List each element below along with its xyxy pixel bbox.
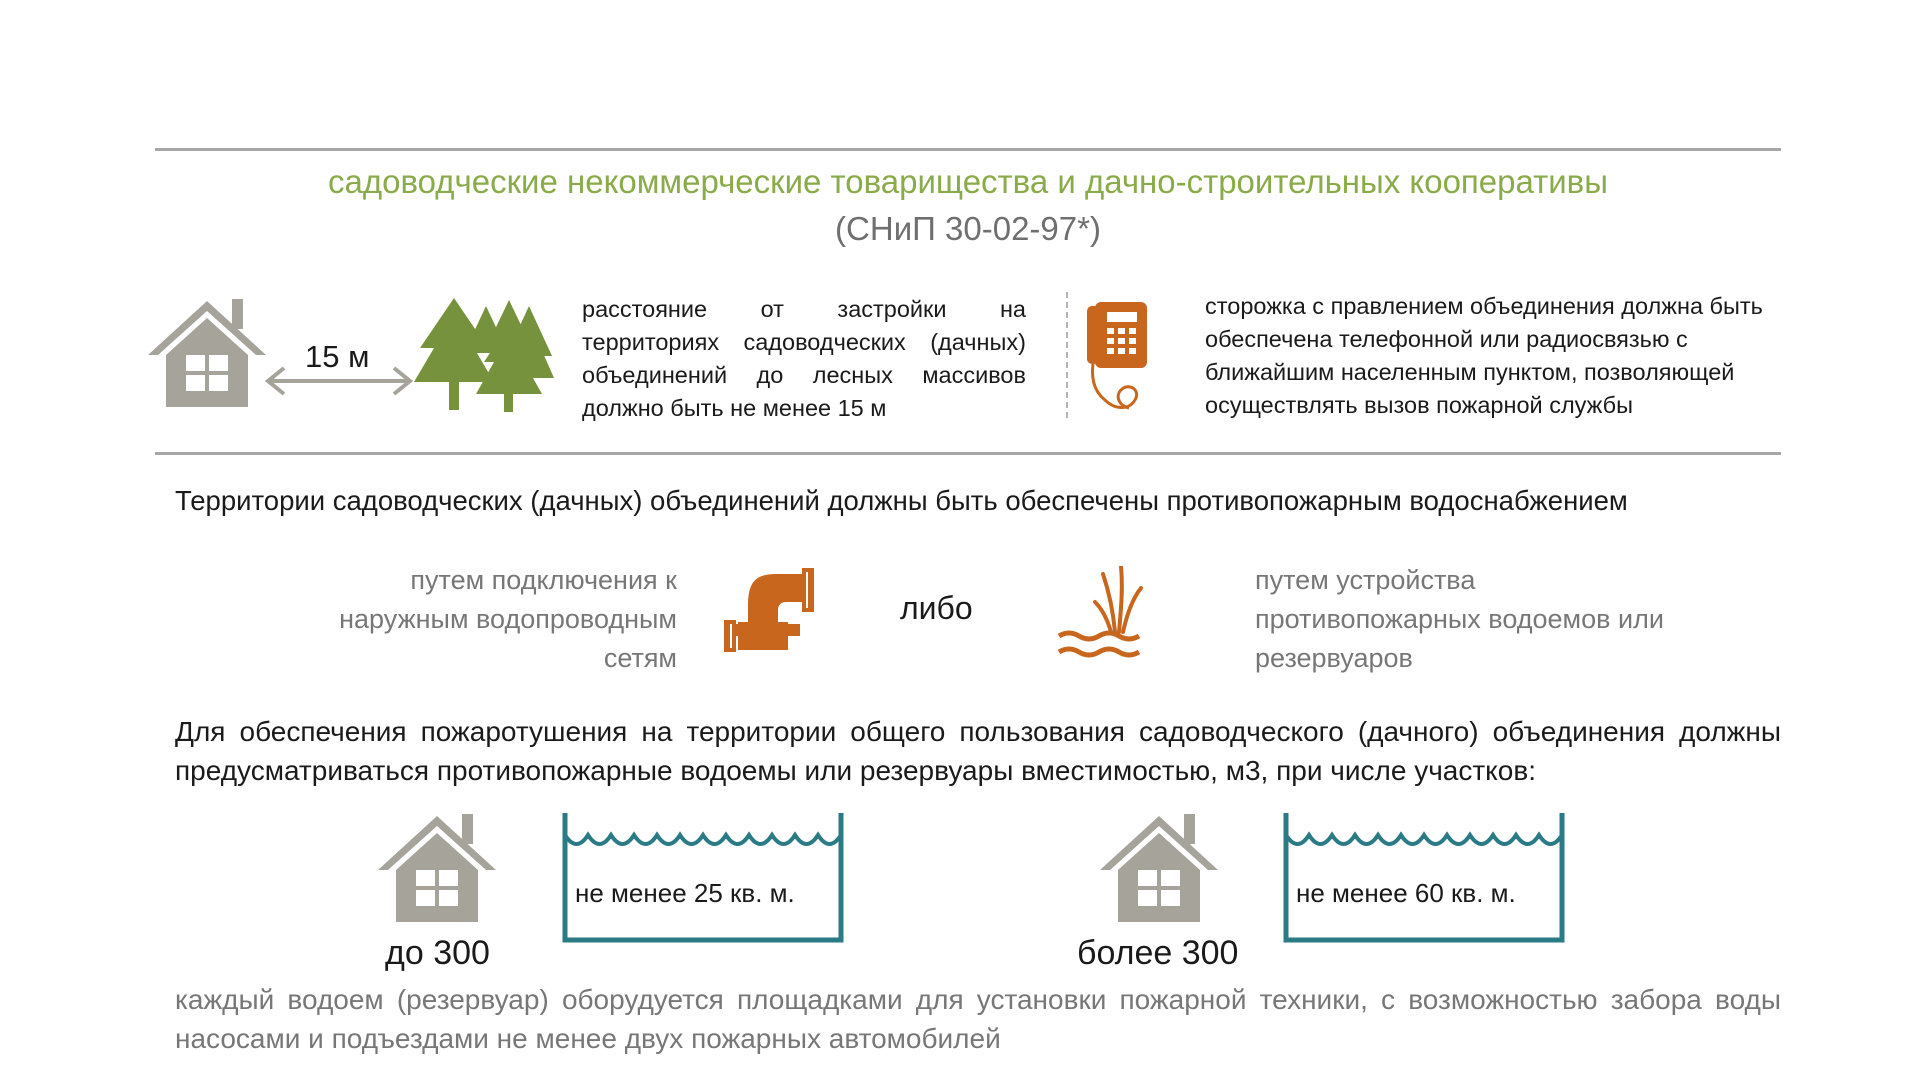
forest-distance-text: расстояние от застройки на территориях садоводческих (дачных) объединений до лесных массивов должно быть не менее 15 м [582, 296, 1026, 421]
trees-icon [414, 298, 556, 412]
pond-reeds-icon [1057, 566, 1147, 658]
capacity-25-label: не менее 25 кв. м. [575, 878, 795, 908]
pipe-icon [724, 566, 816, 652]
page-subtitle: (СНиП 30-02-97*) [835, 210, 1101, 247]
option-water-network-text: путем подключения к наружным водопроводным сетям [339, 565, 677, 673]
plots-up-to-300: до 300 [385, 934, 490, 972]
house-icon [148, 295, 266, 407]
option-reservoir-text: путем устройства противопожарных водоемов или резервуаров [1255, 565, 1664, 673]
footer-note: каждый водоем (резервуар) оборудуется площадками для установки пожарной техники, с возможностью забора воды насосами и подъездами не менее двух пожарных автомобилей [175, 984, 1781, 1054]
telephone-icon [1085, 300, 1149, 414]
phone-requirement-text: сторожка с правлением объединения должна быть обеспечена телефонной или радиосвязью с ближайшим населенным пунктом, позволяющей осуществлять вызов пожарной службы [1205, 293, 1763, 418]
top-divider [155, 148, 1781, 151]
house-icon [1100, 810, 1218, 922]
capacity-60-label: не менее 60 кв. м. [1296, 878, 1516, 908]
reservoir-requirement-text: Для обеспечения пожаротушения на территории общего пользования садоводческого (дачного) объединения должны предусматриваться противопожарные водоемы или резервуары вместимостью, м3, при числе участков: [175, 716, 1781, 786]
plots-over-300: более 300 [1077, 934, 1239, 972]
house-icon [378, 810, 496, 922]
middle-divider [155, 452, 1781, 455]
page-title: садоводческие некоммерческие товарищества и дачно-строительных кооперативы [328, 163, 1608, 200]
water-supply-heading: Территории садоводческих (дачных) объединений должны быть обеспечены противопожарным водоснабжением [175, 485, 1628, 516]
separator-or: либо [900, 590, 973, 626]
distance-label: 15 м [305, 339, 370, 374]
vertical-divider [1066, 292, 1068, 418]
